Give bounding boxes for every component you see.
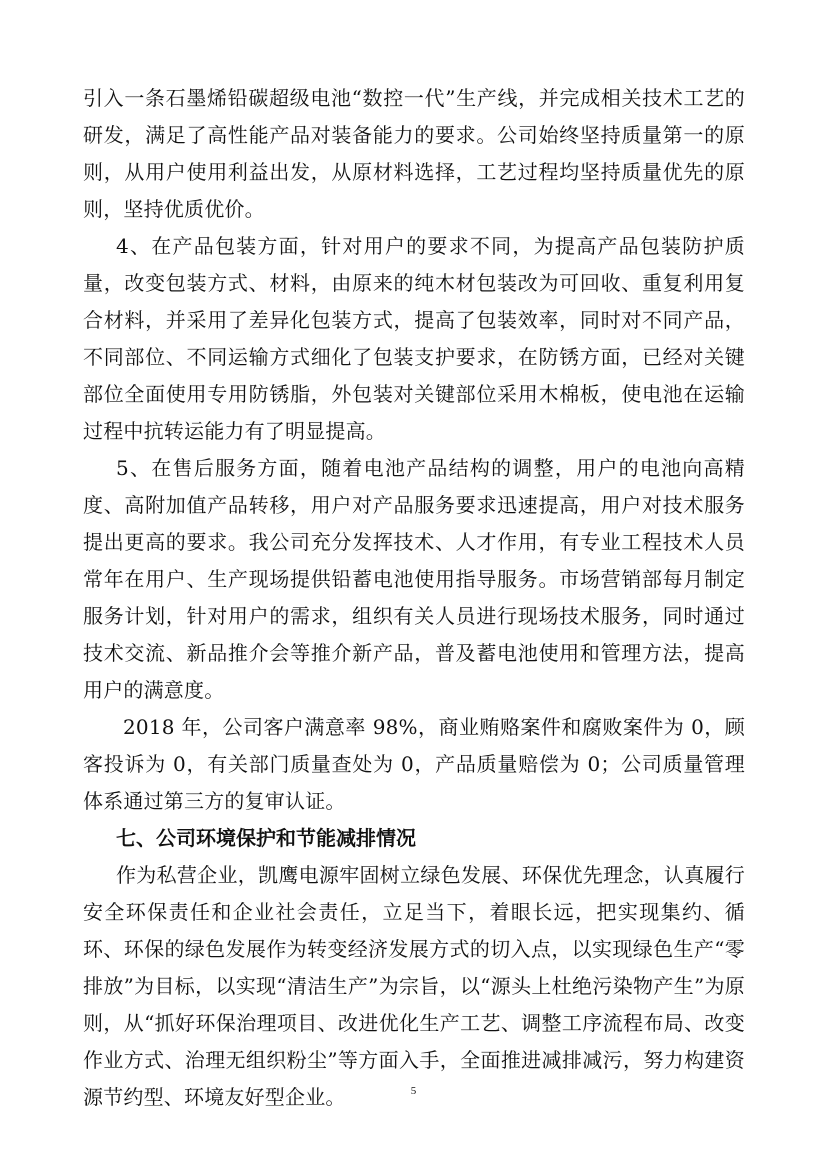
paragraph-satisfaction: 2018 年，公司客户满意率 98%，商业贿赂案件和腐败案件为 0，顾客投诉为 0，有关部门质量查处为 0，产品质量赔偿为 0；公司质量管理体系通过第三方的复审认证。	[83, 715, 745, 813]
paragraph-packaging: 4、在产品包装方面，针对用户的要求不同，为提高产品包装防护质量，改变包装方式、材料，由原来的纯木材包装改为可回收、重复利用复合材料，并采用了差异化包装方式，提高了包装效率，同时对不同产品，不同部位、不同运输方式细化了包装支护要求，在防锈方面，已经对关键部位全面使用专用防锈脂，外包装对关键部位采用木棉板，使电池在运输过程中抗转运能力有了明显提高。	[83, 234, 745, 443]
paragraph-continuation: 引入一条石墨烯铅碳超级电池“数控一代”生产线，并完成相关技术工艺的研发，满足了高性能产品对装备能力的要求。公司始终坚持质量第一的原则，从用户使用利益出发，从原材料选择，工艺过程均坚持质量优先的原则，坚持优质优价。	[83, 86, 745, 221]
section-heading: 七、公司环境保护和节能减排情况	[116, 826, 416, 850]
paragraph-after-sales: 5、在售后服务方面，随着电池产品结构的调整，用户的电池向高精度、高附加值产品转移，用户对产品服务要求迅速提高，用户对技术服务提出更高的要求。我公司充分发挥技术、人才作用，有专业工程技术人员常年在用户、生产现场提供铅蓄电池使用指导服务。市场营销部每月制定服务计划，针对用户的需求，组织有关人员进行现场技术服务，同时通过技术交流、新品推介会等推介新产品，普及蓄电池使用和管理方法，提高用户的满意度。	[83, 456, 745, 702]
page-number: 5	[410, 1085, 417, 1097]
paragraph-environment: 作为私营企业，凯鹰电源牢固树立绿色发展、环保优先理念，认真履行安全环保责任和企业社会责任，立足当下，着眼长远，把实现集约、循环、环保的绿色发展作为转变经济发展方式的切入点，以实现绿色生产“零排放”为目标，以实现“清洁生产”为宗旨，以“源头上杜绝污染物产生”为原则，从“抓好环保治理项目、改进优化生产工艺、调整工序流程布局、改变作业方式、治理无组织粉尘”等方面入手，全面推进减排减污，努力构建资源节约型、环境友好型企业。	[83, 863, 745, 1109]
document-body	[83, 80, 745, 1116]
